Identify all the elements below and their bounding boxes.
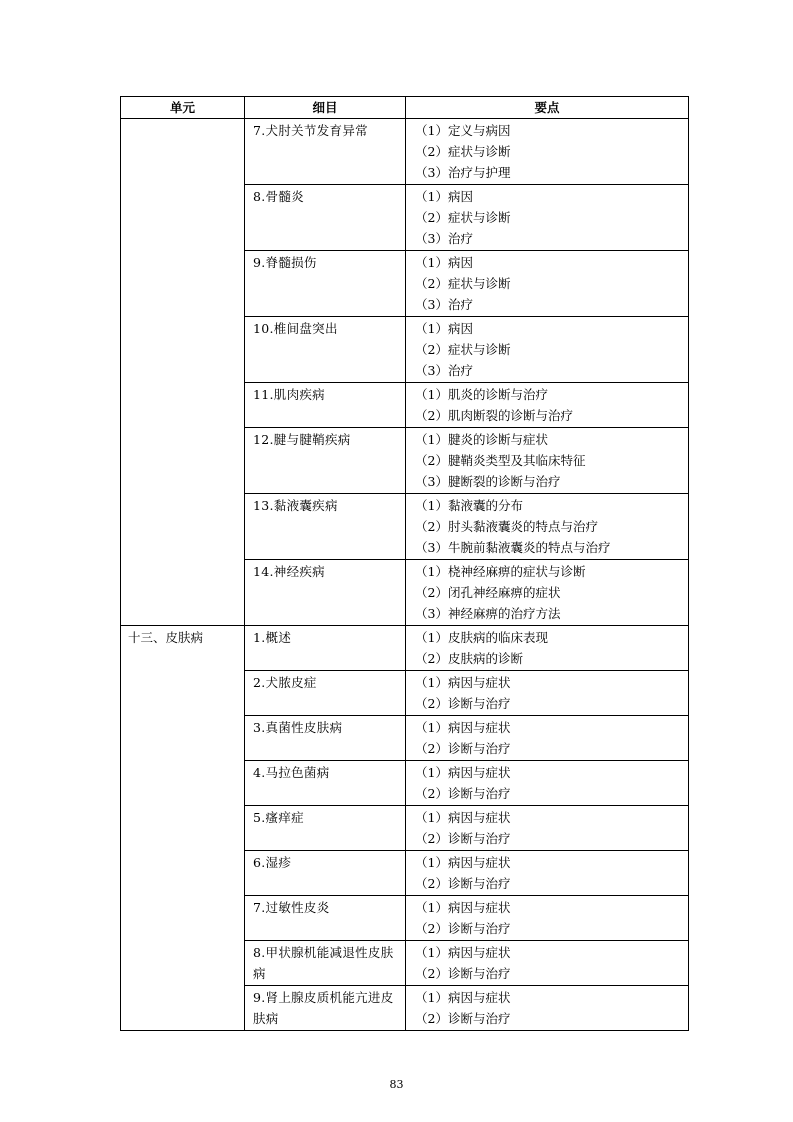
- topic-label: 4.马拉色菌病: [253, 765, 330, 780]
- point-item: （2）症状与诊断: [415, 210, 511, 225]
- unit-cell: [121, 119, 245, 626]
- point-item: （3）牛腕前黏液囊炎的特点与治疗: [415, 540, 611, 555]
- point-item: （2）诊断与治疗: [415, 786, 511, 801]
- points-cell: [406, 251, 689, 317]
- points-cell: [406, 383, 689, 428]
- point-item: （1）定义与病因: [415, 123, 511, 138]
- topic-label: 8.甲状腺机能减退性皮肤病: [253, 945, 394, 981]
- point-item: （1）桡神经麻痹的症状与诊断: [415, 564, 586, 579]
- topic-cell: [245, 428, 406, 494]
- points-cell: [406, 806, 689, 851]
- point-item: （1）病因与症状: [415, 855, 511, 870]
- points-cell: [406, 428, 689, 494]
- topic-cell: [245, 986, 406, 1031]
- point-item: （1）病因: [415, 255, 473, 270]
- point-item: （3）治疗: [415, 297, 473, 312]
- topic-cell: [245, 626, 406, 671]
- table-header-row: [121, 97, 689, 119]
- point-item: （2）闭孔神经麻痹的症状: [415, 585, 561, 600]
- topic-cell: [245, 119, 406, 185]
- topic-label: 7.过敏性皮炎: [253, 900, 330, 915]
- topic-cell: [245, 716, 406, 761]
- point-item: （1）病因与症状: [415, 675, 511, 690]
- topic-label: 11.肌肉疾病: [253, 387, 325, 402]
- point-item: （2）症状与诊断: [415, 276, 511, 291]
- point-item: （1）皮肤病的临床表现: [415, 630, 548, 645]
- header-topic: 细目: [245, 97, 406, 119]
- topic-label: 8.骨髓炎: [253, 189, 304, 204]
- topic-label: 9.肾上腺皮质机能亢进皮肤病: [253, 990, 394, 1026]
- point-item: （1）病因与症状: [415, 990, 511, 1005]
- topic-label: 7.犬肘关节发育异常: [253, 123, 368, 138]
- topic-label: 3.真菌性皮肤病: [253, 720, 343, 735]
- point-item: （3）治疗与护理: [415, 165, 511, 180]
- topic-cell: [245, 494, 406, 560]
- topic-label: 12.腱与腱鞘疾病: [253, 432, 351, 447]
- unit-cell: 十三、皮肤病: [121, 626, 245, 1031]
- topic-cell: [245, 383, 406, 428]
- points-cell: [406, 986, 689, 1031]
- topic-label: 1.概述: [253, 630, 292, 645]
- point-item: （2）诊断与治疗: [415, 921, 511, 936]
- point-item: （1）肌炎的诊断与治疗: [415, 387, 548, 402]
- header-points: 要点: [406, 97, 689, 119]
- point-item: （1）病因与症状: [415, 900, 511, 915]
- point-item: （1）病因与症状: [415, 720, 511, 735]
- topic-cell: [245, 671, 406, 716]
- points-cell: [406, 626, 689, 671]
- point-item: （3）神经麻痹的治疗方法: [415, 606, 561, 621]
- point-item: （2）症状与诊断: [415, 342, 511, 357]
- points-cell: [406, 851, 689, 896]
- point-item: （2）腱鞘炎类型及其临床特征: [415, 453, 586, 468]
- point-item: （1）病因与症状: [415, 945, 511, 960]
- table-body: [121, 119, 689, 1031]
- point-item: （1）病因与症状: [415, 810, 511, 825]
- syllabus-table: [120, 96, 689, 1031]
- points-cell: [406, 941, 689, 986]
- point-item: （2）诊断与治疗: [415, 831, 511, 846]
- topic-label: 9.脊髓损伤: [253, 255, 317, 270]
- points-cell: [406, 560, 689, 626]
- point-item: （1）腱炎的诊断与症状: [415, 432, 548, 447]
- topic-cell: [245, 251, 406, 317]
- point-item: （1）黏液囊的分布: [415, 498, 523, 513]
- point-item: （2）诊断与治疗: [415, 1011, 511, 1026]
- topic-label: 6.湿疹: [253, 855, 292, 870]
- topic-label: 10.椎间盘突出: [253, 321, 338, 336]
- topic-cell: [245, 317, 406, 383]
- points-cell: [406, 185, 689, 251]
- point-item: （1）病因与症状: [415, 765, 511, 780]
- topic-label: 13.黏液囊疾病: [253, 498, 338, 513]
- point-item: （2）肌肉断裂的诊断与治疗: [415, 408, 573, 423]
- topic-cell: [245, 560, 406, 626]
- point-item: （2）症状与诊断: [415, 144, 511, 159]
- point-item: （3）腱断裂的诊断与治疗: [415, 474, 561, 489]
- point-item: （2）诊断与治疗: [415, 876, 511, 891]
- topic-cell: [245, 941, 406, 986]
- points-cell: [406, 317, 689, 383]
- point-item: （1）病因: [415, 189, 473, 204]
- point-item: （2）肘头黏液囊炎的特点与治疗: [415, 519, 598, 534]
- points-cell: [406, 896, 689, 941]
- points-cell: [406, 494, 689, 560]
- topic-cell: [245, 185, 406, 251]
- topic-cell: [245, 851, 406, 896]
- topic-cell: [245, 806, 406, 851]
- point-item: （2）诊断与治疗: [415, 966, 511, 981]
- topic-label: 5.瘙痒症: [253, 810, 304, 825]
- points-cell: [406, 761, 689, 806]
- point-item: （2）皮肤病的诊断: [415, 651, 523, 666]
- table-row: [121, 119, 689, 185]
- topic-label: 2.犬脓皮症: [253, 675, 317, 690]
- topic-cell: [245, 896, 406, 941]
- point-item: （1）病因: [415, 321, 473, 336]
- point-item: （3）治疗: [415, 363, 473, 378]
- point-item: （2）诊断与治疗: [415, 696, 511, 711]
- point-item: （3）治疗: [415, 231, 473, 246]
- page-number: 83: [389, 1078, 404, 1091]
- points-cell: [406, 671, 689, 716]
- points-cell: [406, 716, 689, 761]
- topic-cell: [245, 761, 406, 806]
- point-item: （2）诊断与治疗: [415, 741, 511, 756]
- table-row: [121, 626, 689, 671]
- points-cell: [406, 119, 689, 185]
- topic-label: 14.神经疾病: [253, 564, 325, 579]
- header-unit: 单元: [121, 97, 245, 119]
